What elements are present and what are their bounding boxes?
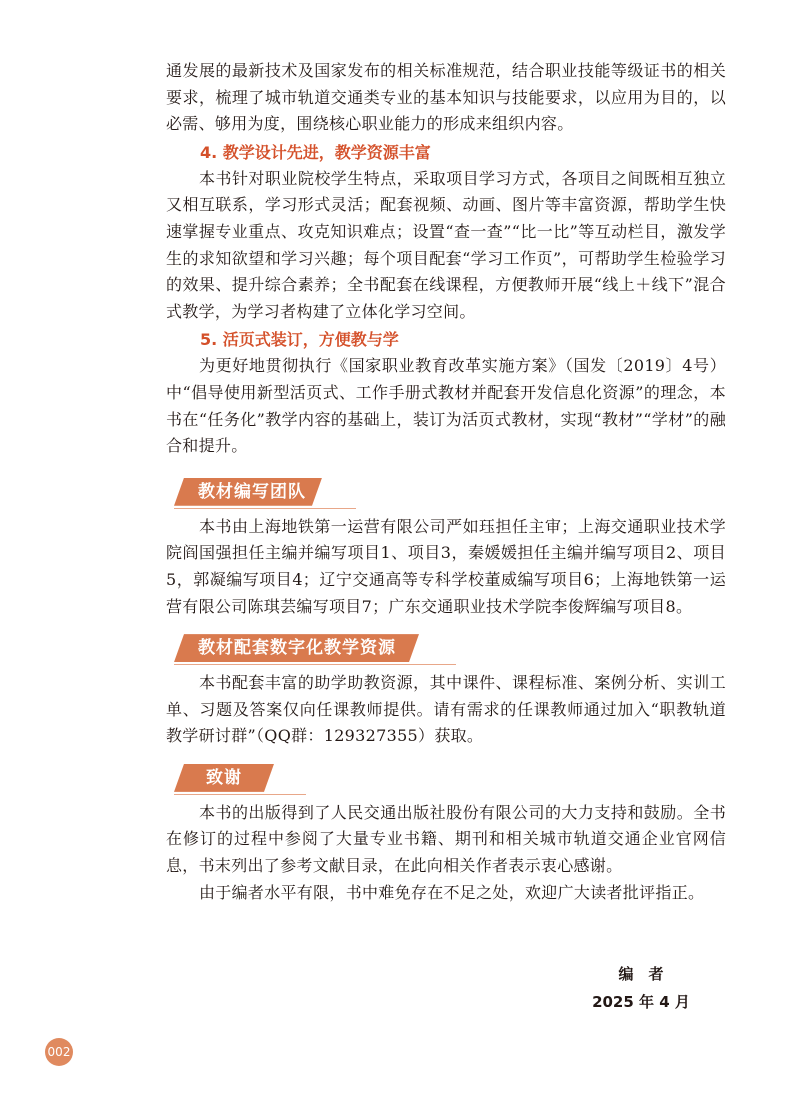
signature-date: 2025 年 4 月: [592, 993, 690, 1011]
resources-section-tab: [166, 634, 726, 662]
resources-tab-rule: [174, 664, 456, 665]
page-number-badge: 002: [45, 1038, 73, 1066]
signature-block: [586, 960, 696, 1016]
feature-4-heading: 4. 教学设计先进，教学资源丰富: [200, 142, 431, 162]
team-paragraph: 本书由上海地铁第一运营有限公司严如珏担任主审；上海交通职业技术学院阎国强担任主编并编写项目1、项目3，秦媛媛担任主编并编写项目2、项目5，郭凝编写项目4；辽宁交通高等专科学校董威编写项目6；上海地铁第一运营有限公司陈琪芸编写项目7；广东交通职业技术学院李俊辉编写项目8。: [166, 516, 726, 616]
thanks-section-tab: [166, 764, 726, 792]
thanks-paragraph-1: 本书的出版得到了人民交通出版社股份有限公司的大力支持和鼓励。全书在修订的过程中参阅了大量专业书籍、期刊和相关城市轨道交通企业官网信息，书末列出了参考文献目录，在此向相关作者表示衷心感谢。: [166, 802, 726, 876]
feature-5-paragraph: 为更好地贯彻执行《国家职业教育改革实施方案》（国发〔2019〕4号）中“倡导使用新型活页式、工作手册式教材并配套开发信息化资源”的理念，本书在“任务化”教学内容的基础上，装订为活页式教材，实现“教材”“学材”的融合和提升。: [166, 356, 726, 456]
intro-paragraph: 通发展的最新技术及国家发布的相关标准规范，结合职业技能等级证书的相关要求，梳理了城市轨道交通类专业的基本知识与技能要求，以应用为目的，以必需、够用为度，围绕核心职业能力的形成来组织内容。: [166, 61, 726, 134]
feature-5-heading: 5. 活页式装订，方便教与学: [200, 330, 399, 350]
page-content: [166, 58, 726, 906]
thanks-section-title: 致谢: [206, 767, 242, 788]
team-section-title: 教材编写团队: [198, 481, 306, 502]
resources-section-title: 教材配套数字化教学资源: [198, 638, 396, 659]
team-tab-rule: [174, 508, 356, 509]
feature-4-paragraph: 本书针对职业院校学生特点，采取项目学习方式，各项目之间既相互独立又相互联系，学习形式灵活；配套视频、动画、图片等丰富资源，帮助学生快速掌握专业重点、攻克知识难点；设置“查一查”“比一比”等互动栏目，激发学生的求知欲望和学习兴趣；每个项目配套“学习工作页”，可帮助学生检验学习的效果、提升综合素养；全书配套在线课程，方便教师开展“线上＋线下”混合式教学，为学习者构建了立体化学习空间。: [166, 168, 726, 321]
thanks-tab-rule: [174, 794, 306, 795]
signature-author: 编 者: [618, 965, 664, 983]
team-section-tab: [166, 478, 726, 506]
resources-paragraph: 本书配套丰富的助学助教资源，其中课件、课程标准、案例分析、实训工单、习题及答案仅向任课教师提供。请有需求的任课教师通过加入“职教轨道教学研讨群”（QQ群：129327355）获取。: [166, 673, 726, 746]
thanks-paragraph-2: 由于编者水平有限，书中难免存在不足之处，欢迎广大读者批评指正。: [199, 882, 705, 902]
